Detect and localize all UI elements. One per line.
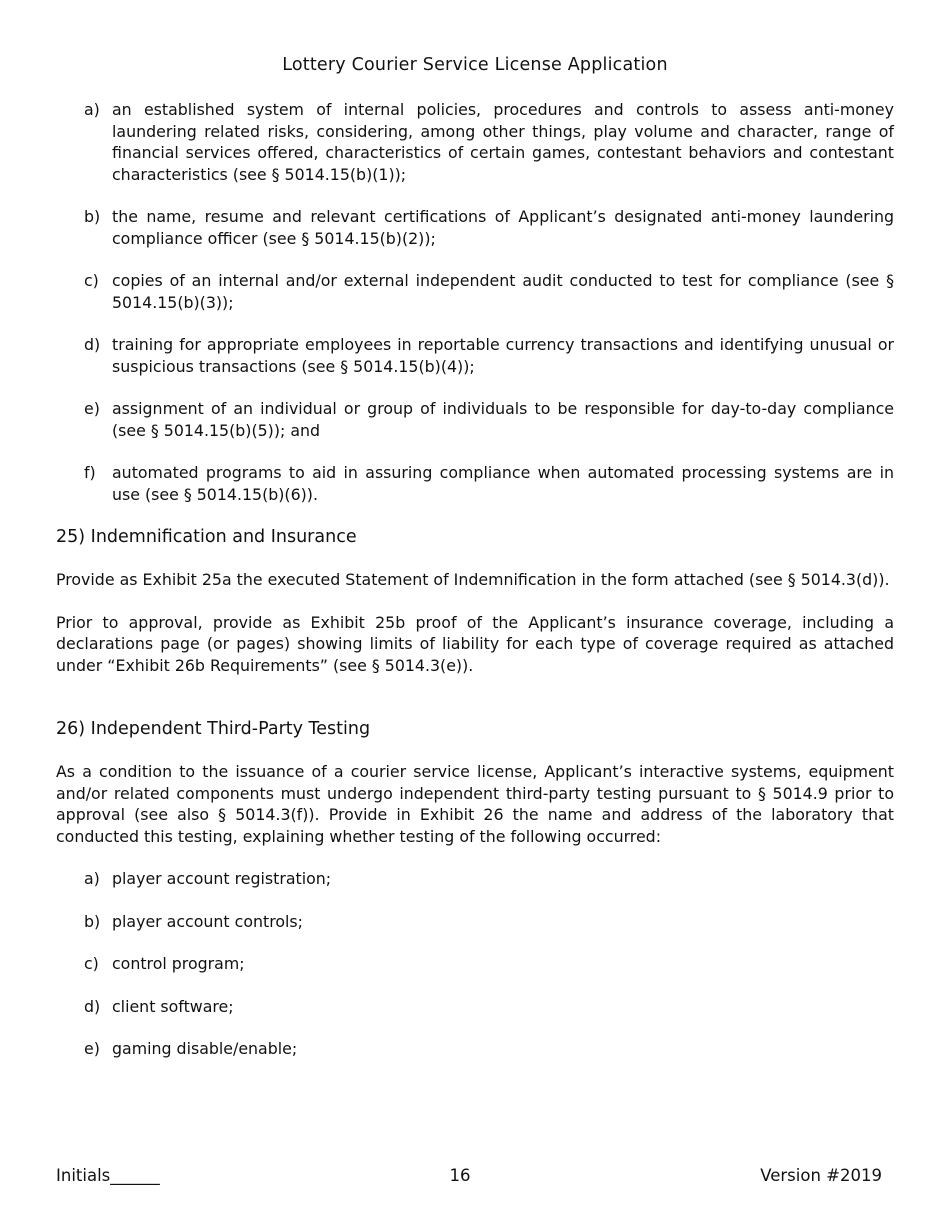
list-item — [56, 996, 894, 1018]
page-footer — [56, 1166, 882, 1185]
list-item — [56, 206, 894, 249]
list-item-label: c) — [84, 271, 99, 290]
page-title: Lottery Courier Service License Application — [282, 55, 668, 75]
page-number: 16 — [449, 1166, 471, 1185]
aml-requirements-list — [56, 99, 894, 505]
list-item — [56, 99, 894, 185]
list-item-text: control program; — [112, 954, 245, 973]
section-26-paragraph: As a condition to the issuance of a courier service license, Applicant’s interactive systems, equipment and/or related components must undergo independent third-party testing pursuant to § 5014.9 prior to approval (see also § 5014.3(f)). Provide in Exhibit 26 the name and address of the laboratory that conducted this testing, explaining whether testing of the following occurred: — [56, 762, 894, 846]
document-body — [56, 99, 894, 1081]
section-26-heading: 26) Independent Third-Party Testing — [56, 719, 371, 739]
section-25-paragraph-indemnification: Provide as Exhibit 25a the executed Statement of Indemnification in the form attached (see § 5014.3(d)). — [56, 570, 890, 589]
list-item — [56, 462, 894, 505]
list-item — [56, 334, 894, 377]
list-item-label: e) — [84, 1039, 100, 1058]
list-item-text: the name, resume and relevant certifications of Applicant’s designated anti-money laundering compliance officer (see § 5014.15(b)(2)); — [112, 207, 894, 248]
list-item — [56, 953, 894, 975]
list-item-text: player account controls; — [112, 911, 303, 931]
testing-items-list — [56, 868, 894, 1060]
list-item — [56, 1038, 894, 1060]
list-item — [56, 868, 894, 890]
list-item-text: training for appropriate employees in reportable currency transactions and identifying unusual or suspicious transactions (see § 5014.15(b)(4)); — [112, 335, 894, 376]
spacer — [56, 697, 894, 718]
list-item-label: e) — [84, 399, 100, 418]
list-item-label: b) — [84, 911, 101, 931]
list-item-text: gaming disable/enable; — [112, 1039, 298, 1058]
list-item-text: automated programs to aid in assuring compliance when automated processing systems are in use (see § 5014.15(b)(6)). — [112, 463, 894, 504]
initials-field: Initials______ — [56, 1166, 160, 1185]
list-item-text: copies of an internal and/or external independent audit conducted to test for compliance (see § 5014.15(b)(3)); — [112, 271, 894, 312]
list-item-text: assignment of an individual or group of individuals to be responsible for day-to-day compliance (see § 5014.15(b)(5)); and — [112, 399, 894, 440]
list-item-label: d) — [84, 996, 101, 1016]
list-item — [56, 911, 894, 933]
section-25-paragraph-insurance: Prior to approval, provide as Exhibit 25b proof of the Applicant’s insurance coverage, including a declarations page (or pages) showing limits of liability for each type of coverage required as attached under “Exhibit 26b Requirements” (see § 5014.3(e)). — [56, 612, 894, 675]
section-25-heading: 25) Indemnification and Insurance — [56, 527, 357, 547]
list-item-label: d) — [84, 335, 101, 354]
list-item — [56, 398, 894, 441]
list-item-text: player account registration; — [112, 869, 332, 888]
list-item-label: c) — [84, 954, 99, 973]
list-item-label: a) — [84, 100, 100, 119]
version-label: Version #2019 — [760, 1166, 882, 1185]
list-item-text: client software; — [112, 996, 234, 1016]
list-item-label: b) — [84, 207, 101, 226]
list-item-text: an established system of internal policies, procedures and controls to assess anti-money laundering related risks, considering, among other things, play volume and character, range of financial services offered, characteristics of certain games, contestant behaviors and contestant characteristics (see § 5014.15(b)(1)); — [112, 100, 894, 184]
list-item-label: a) — [84, 869, 100, 888]
list-item — [56, 270, 894, 313]
list-item-label: f) — [84, 463, 96, 482]
